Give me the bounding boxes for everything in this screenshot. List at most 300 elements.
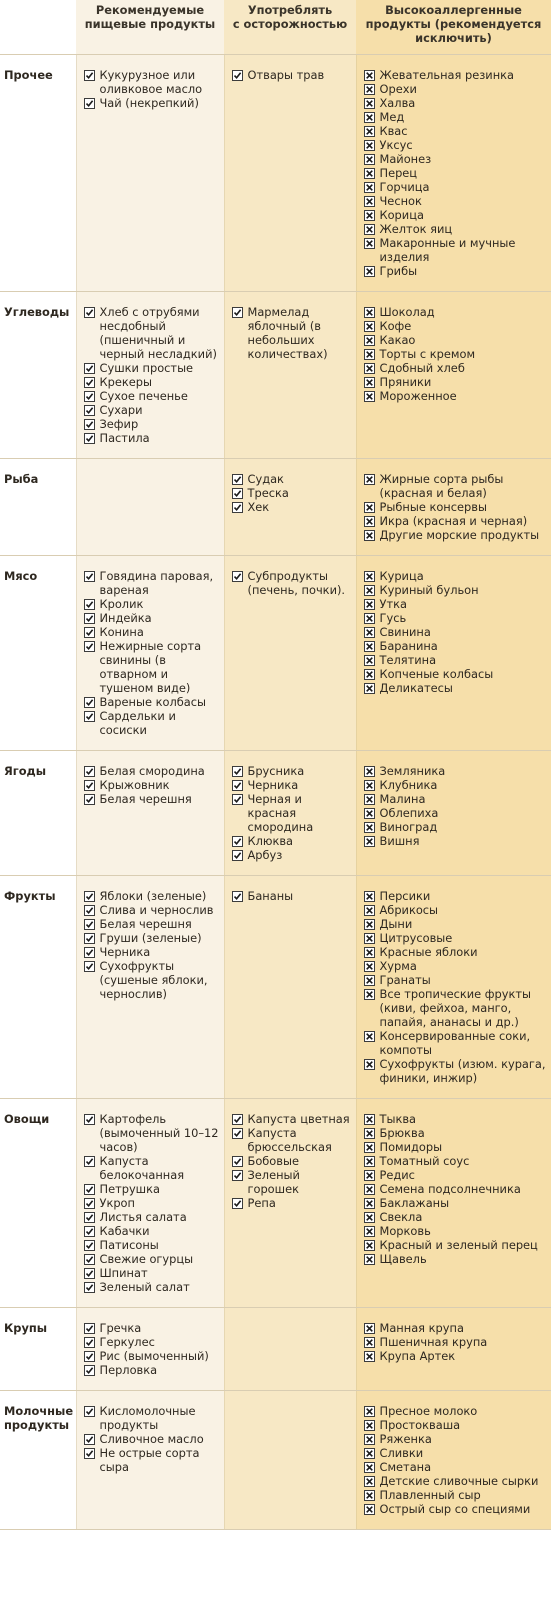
item-label: Белая смородина — [99, 764, 205, 778]
item-label: Зефир — [99, 417, 139, 431]
item-label: Сухофрукты (изюм. курага, финики, инжир) — [379, 1057, 546, 1085]
item-label: Бобовые — [247, 1154, 299, 1168]
checkbox-crossed-icon — [364, 140, 375, 151]
checkbox-crossed-icon — [364, 112, 375, 123]
list-item — [83, 1266, 220, 1280]
checkbox-checked-icon — [84, 766, 95, 777]
list-item — [363, 611, 548, 625]
item-label: Пшеничная крупа — [379, 1335, 488, 1349]
item-label: Свежие огурцы — [99, 1252, 194, 1266]
item-label: Чай (некрепкий) — [99, 96, 199, 110]
item-label: Сливочное масло — [99, 1432, 204, 1446]
list-item — [83, 625, 220, 639]
item-label: Щавель — [379, 1252, 427, 1266]
list-item — [363, 583, 548, 597]
item-label: Клубника — [379, 778, 438, 792]
checkbox-crossed-icon — [364, 669, 375, 680]
checkbox-checked-icon — [84, 1254, 95, 1265]
category-label: Молочные продукты — [0, 1391, 76, 1530]
list-item — [363, 1210, 548, 1224]
list-item — [83, 417, 220, 431]
table-row — [0, 556, 551, 751]
exclude-cell — [356, 556, 551, 751]
list-item — [83, 1196, 220, 1210]
list-item — [363, 1126, 548, 1140]
list-item — [83, 1321, 220, 1335]
checkbox-checked-icon — [232, 1198, 243, 1209]
list-item — [363, 681, 548, 695]
item-label: Говядина паровая, вареная — [99, 569, 214, 597]
checkbox-checked-icon — [84, 433, 95, 444]
item-label: Земляника — [379, 764, 446, 778]
checkbox-checked-icon — [84, 1114, 95, 1125]
checkbox-checked-icon — [232, 780, 243, 791]
checkbox-crossed-icon — [364, 905, 375, 916]
checkbox-checked-icon — [84, 919, 95, 930]
item-label: Хек — [247, 500, 270, 514]
checkbox-checked-icon — [232, 1156, 243, 1167]
checkbox-crossed-icon — [364, 975, 375, 986]
checkbox-checked-icon — [232, 70, 243, 81]
list-item — [363, 166, 548, 180]
list-item — [83, 1238, 220, 1252]
checkbox-crossed-icon — [364, 1156, 375, 1167]
list-item — [363, 96, 548, 110]
checkbox-checked-icon — [84, 1226, 95, 1237]
checkbox-checked-icon — [84, 613, 95, 624]
list-item — [83, 1349, 220, 1363]
item-label: Сухари — [99, 403, 143, 417]
checkbox-checked-icon — [84, 711, 95, 722]
item-label: Капуста брюссельская — [247, 1126, 332, 1154]
item-label: Кабачки — [99, 1224, 150, 1238]
recommended-cell — [76, 1099, 224, 1308]
caution-cell — [224, 1391, 356, 1530]
list-item — [83, 569, 220, 597]
item-label: Пресное молоко — [379, 1404, 478, 1418]
list-item — [231, 569, 352, 597]
item-label: Сухофрукты (сушеные яблоки, чернослив) — [99, 959, 208, 1001]
item-label: Гречка — [99, 1321, 142, 1335]
item-label: Слива и чернослив — [99, 903, 214, 917]
category-column-header — [0, 0, 76, 55]
exclude-cell — [356, 55, 551, 292]
checkbox-checked-icon — [84, 1351, 95, 1362]
checkbox-checked-icon — [84, 933, 95, 944]
list-item — [363, 208, 548, 222]
checkbox-checked-icon — [84, 363, 95, 374]
item-label: Корица — [379, 208, 424, 222]
item-label: Крыжовник — [99, 778, 170, 792]
checkbox-crossed-icon — [364, 655, 375, 666]
list-item — [231, 778, 352, 792]
list-item — [83, 1112, 220, 1154]
item-label: Телятина — [379, 653, 437, 667]
caution-cell — [224, 292, 356, 459]
list-item — [363, 1335, 548, 1349]
list-item — [231, 1126, 352, 1154]
item-label: Орехи — [379, 82, 417, 96]
list-item — [363, 639, 548, 653]
list-item — [83, 792, 220, 806]
list-item — [363, 264, 548, 278]
list-item — [83, 96, 220, 110]
checkbox-crossed-icon — [364, 1504, 375, 1515]
list-item — [363, 152, 548, 166]
list-item — [83, 403, 220, 417]
checkbox-checked-icon — [84, 599, 95, 610]
list-item — [363, 180, 548, 194]
item-label: Дыни — [379, 917, 413, 931]
checkbox-checked-icon — [232, 850, 243, 861]
exclude-column-header: Высокоаллергенные продукты (рекомендуется исключить) — [356, 0, 551, 55]
list-item — [363, 987, 548, 1029]
item-label: Макаронные и мучные изделия — [379, 236, 516, 264]
list-item — [363, 1154, 548, 1168]
category-label: Фрукты — [0, 876, 76, 1099]
item-label: Капуста цветная — [247, 1112, 350, 1126]
list-item — [83, 778, 220, 792]
list-item — [363, 82, 548, 96]
item-label: Куриный бульон — [379, 583, 479, 597]
recommended-cell — [76, 1308, 224, 1391]
item-label: Свекла — [379, 1210, 423, 1224]
caution-cell — [224, 459, 356, 556]
item-label: Зеленый салат — [99, 1280, 190, 1294]
checkbox-checked-icon — [84, 1434, 95, 1445]
exclude-cell — [356, 751, 551, 876]
checkbox-crossed-icon — [364, 321, 375, 332]
item-label: Сдобный хлеб — [379, 361, 465, 375]
item-label: Хурма — [379, 959, 417, 973]
checkbox-crossed-icon — [364, 196, 375, 207]
item-label: Брюква — [379, 1126, 425, 1140]
checkbox-checked-icon — [232, 1114, 243, 1125]
item-label: Икра (красная и черная) — [379, 514, 528, 528]
checkbox-crossed-icon — [364, 808, 375, 819]
checkbox-crossed-icon — [364, 1434, 375, 1445]
checkbox-crossed-icon — [364, 1198, 375, 1209]
checkbox-checked-icon — [84, 1212, 95, 1223]
item-label: Жевательная резинка — [379, 68, 515, 82]
item-label: Петрушка — [99, 1182, 160, 1196]
header-row — [0, 0, 551, 55]
item-label: Сухое печенье — [99, 389, 188, 403]
item-label: Репа — [247, 1196, 276, 1210]
checkbox-crossed-icon — [364, 1170, 375, 1181]
list-item — [363, 597, 548, 611]
item-label: Пряники — [379, 375, 432, 389]
list-item — [83, 431, 220, 445]
list-item — [363, 569, 548, 583]
list-item — [83, 764, 220, 778]
list-item — [231, 1196, 352, 1210]
list-item — [363, 1029, 548, 1057]
checkbox-crossed-icon — [364, 836, 375, 847]
list-item — [363, 500, 548, 514]
list-item — [363, 1474, 548, 1488]
list-item — [363, 959, 548, 973]
item-label: Черника — [99, 945, 151, 959]
list-item — [363, 1349, 548, 1363]
item-label: Арбуз — [247, 848, 283, 862]
item-label: Горчица — [379, 180, 430, 194]
list-item — [231, 68, 352, 82]
list-item — [363, 1460, 548, 1474]
checkbox-crossed-icon — [364, 1490, 375, 1501]
checkbox-checked-icon — [232, 1170, 243, 1181]
checkbox-checked-icon — [84, 1282, 95, 1293]
checkbox-checked-icon — [84, 1198, 95, 1209]
list-item — [363, 305, 548, 319]
checkbox-crossed-icon — [364, 1114, 375, 1125]
list-item — [231, 305, 352, 361]
checkbox-crossed-icon — [364, 1212, 375, 1223]
exclude-cell — [356, 1391, 551, 1530]
checkbox-checked-icon — [84, 98, 95, 109]
item-label: Вишня — [379, 834, 420, 848]
list-item — [231, 500, 352, 514]
list-item — [363, 389, 548, 403]
list-item — [363, 110, 548, 124]
list-item — [231, 486, 352, 500]
checkbox-checked-icon — [232, 1128, 243, 1139]
item-label: Простокваша — [379, 1418, 461, 1432]
item-label: Какао — [379, 333, 416, 347]
list-item — [363, 792, 548, 806]
list-item — [363, 1321, 548, 1335]
item-label: Крупа Артек — [379, 1349, 456, 1363]
item-label: Абрикосы — [379, 903, 439, 917]
table-row — [0, 1099, 551, 1308]
list-item — [363, 806, 548, 820]
checkbox-checked-icon — [84, 947, 95, 958]
item-label: Помидоры — [379, 1140, 443, 1154]
list-item — [363, 194, 548, 208]
item-label: Капуста белокочанная — [99, 1154, 185, 1182]
item-label: Хлеб с отрубями несдобный (пшеничный и черный несладкий) — [99, 305, 217, 361]
item-label: Треска — [247, 486, 289, 500]
exclude-cell — [356, 459, 551, 556]
checkbox-checked-icon — [84, 1406, 95, 1417]
list-item — [83, 1404, 220, 1432]
list-item — [231, 848, 352, 862]
checkbox-crossed-icon — [364, 585, 375, 596]
list-item — [83, 709, 220, 737]
item-label: Сушки простые — [99, 361, 194, 375]
list-item — [83, 1280, 220, 1294]
item-label: Сардельки и сосиски — [99, 709, 176, 737]
table-row — [0, 1308, 551, 1391]
list-item — [83, 389, 220, 403]
item-label: Квас — [379, 124, 408, 138]
list-item — [83, 903, 220, 917]
checkbox-crossed-icon — [364, 363, 375, 374]
list-item — [363, 1168, 548, 1182]
checkbox-crossed-icon — [364, 613, 375, 624]
checkbox-crossed-icon — [364, 182, 375, 193]
item-label: Перец — [379, 166, 418, 180]
list-item — [83, 931, 220, 945]
item-label: Деликатесы — [379, 681, 453, 695]
list-item — [363, 68, 548, 82]
item-label: Ряженка — [379, 1432, 432, 1446]
list-item — [363, 1502, 548, 1516]
item-label: Плавленный сыр — [379, 1488, 481, 1502]
checkbox-crossed-icon — [364, 891, 375, 902]
list-item — [363, 1404, 548, 1418]
checkbox-crossed-icon — [364, 210, 375, 221]
checkbox-crossed-icon — [364, 780, 375, 791]
recommended-cell — [76, 1391, 224, 1530]
list-item — [363, 917, 548, 931]
category-label: Овощи — [0, 1099, 76, 1308]
checkbox-crossed-icon — [364, 335, 375, 346]
item-label: Баклажаны — [379, 1196, 450, 1210]
list-item — [231, 764, 352, 778]
item-label: Торты с кремом — [379, 347, 476, 361]
item-label: Индейка — [99, 611, 152, 625]
checkbox-checked-icon — [232, 307, 243, 318]
recommended-cell — [76, 876, 224, 1099]
list-item — [363, 945, 548, 959]
checkbox-crossed-icon — [364, 126, 375, 137]
list-item — [83, 889, 220, 903]
item-label: Яблоки (зеленые) — [99, 889, 207, 903]
checkbox-checked-icon — [84, 961, 95, 972]
checkbox-checked-icon — [232, 794, 243, 805]
item-label: Свинина — [379, 625, 431, 639]
checkbox-crossed-icon — [364, 1184, 375, 1195]
recommended-cell — [76, 55, 224, 292]
checkbox-crossed-icon — [364, 571, 375, 582]
list-item — [363, 1140, 548, 1154]
item-label: Не острые сорта сыра — [99, 1446, 200, 1474]
item-label: Персики — [379, 889, 431, 903]
checkbox-crossed-icon — [364, 391, 375, 402]
checkbox-crossed-icon — [364, 1059, 375, 1070]
checkbox-crossed-icon — [364, 766, 375, 777]
item-label: Нежирные сорта свинины (в отварном и тушеном виде) — [99, 639, 202, 695]
list-item — [363, 973, 548, 987]
list-item — [363, 1432, 548, 1446]
item-label: Белая черешня — [99, 917, 192, 931]
item-label: Мед — [379, 110, 405, 124]
checkbox-crossed-icon — [364, 933, 375, 944]
checkbox-checked-icon — [84, 1268, 95, 1279]
item-label: Малина — [379, 792, 426, 806]
table-row — [0, 751, 551, 876]
item-label: Морковь — [379, 1224, 431, 1238]
checkbox-checked-icon — [84, 1184, 95, 1195]
item-label: Сметана — [379, 1460, 432, 1474]
checkbox-crossed-icon — [364, 530, 375, 541]
item-label: Мармелад яблочный (в небольших количествах) — [247, 305, 328, 361]
item-label: Желток яиц — [379, 222, 453, 236]
item-label: Патисоны — [99, 1238, 159, 1252]
checkbox-crossed-icon — [364, 307, 375, 318]
list-item — [363, 1488, 548, 1502]
item-label: Острый сыр со специями — [379, 1502, 531, 1516]
list-item — [363, 625, 548, 639]
checkbox-crossed-icon — [364, 1031, 375, 1042]
list-item — [83, 959, 220, 1001]
checkbox-crossed-icon — [364, 1476, 375, 1487]
checkbox-checked-icon — [84, 405, 95, 416]
list-item — [363, 1418, 548, 1432]
checkbox-checked-icon — [84, 891, 95, 902]
category-label: Углеводы — [0, 292, 76, 459]
list-item — [363, 653, 548, 667]
category-label: Рыба — [0, 459, 76, 556]
list-item — [363, 778, 548, 792]
list-item — [363, 1112, 548, 1126]
item-label: Кукурузное или оливковое масло — [99, 68, 203, 96]
list-item — [83, 1154, 220, 1182]
item-label: Утка — [379, 597, 407, 611]
checkbox-checked-icon — [84, 377, 95, 388]
list-item — [231, 1168, 352, 1196]
list-item — [83, 1210, 220, 1224]
recommended-cell — [76, 292, 224, 459]
list-item — [83, 695, 220, 709]
checkbox-crossed-icon — [364, 961, 375, 972]
item-label: Халва — [379, 96, 416, 110]
list-item — [231, 834, 352, 848]
checkbox-checked-icon — [84, 571, 95, 582]
checkbox-checked-icon — [84, 794, 95, 805]
item-label: Конина — [99, 625, 144, 639]
checkbox-checked-icon — [232, 474, 243, 485]
checkbox-crossed-icon — [364, 822, 375, 833]
checkbox-crossed-icon — [364, 919, 375, 930]
checkbox-crossed-icon — [364, 377, 375, 388]
list-item — [363, 361, 548, 375]
checkbox-checked-icon — [232, 891, 243, 902]
item-label: Черная и красная смородина — [247, 792, 314, 834]
list-item — [363, 319, 548, 333]
checkbox-checked-icon — [84, 1337, 95, 1348]
checkbox-crossed-icon — [364, 794, 375, 805]
checkbox-crossed-icon — [364, 154, 375, 165]
list-item — [363, 1446, 548, 1460]
item-label: Гусь — [379, 611, 407, 625]
item-label: Майонез — [379, 152, 432, 166]
item-label: Брусника — [247, 764, 305, 778]
list-item — [363, 472, 548, 500]
item-label: Отвары трав — [247, 68, 325, 82]
checkbox-checked-icon — [84, 627, 95, 638]
item-label: Тыква — [379, 1112, 417, 1126]
checkbox-crossed-icon — [364, 1240, 375, 1251]
checkbox-checked-icon — [84, 1323, 95, 1334]
checkbox-crossed-icon — [364, 1128, 375, 1139]
list-item — [363, 834, 548, 848]
item-label: Листья салата — [99, 1210, 187, 1224]
list-item — [363, 236, 548, 264]
item-label: Кисломолочные продукты — [99, 1404, 196, 1432]
list-item — [363, 138, 548, 152]
item-label: Курица — [379, 569, 424, 583]
item-label: Перловка — [99, 1363, 158, 1377]
list-item — [363, 1182, 548, 1196]
checkbox-crossed-icon — [364, 474, 375, 485]
list-item — [83, 1335, 220, 1349]
item-label: Сливки — [379, 1446, 424, 1460]
item-label: Укроп — [99, 1196, 135, 1210]
item-label: Субпродукты (печень, почки). — [247, 569, 346, 597]
checkbox-crossed-icon — [364, 947, 375, 958]
